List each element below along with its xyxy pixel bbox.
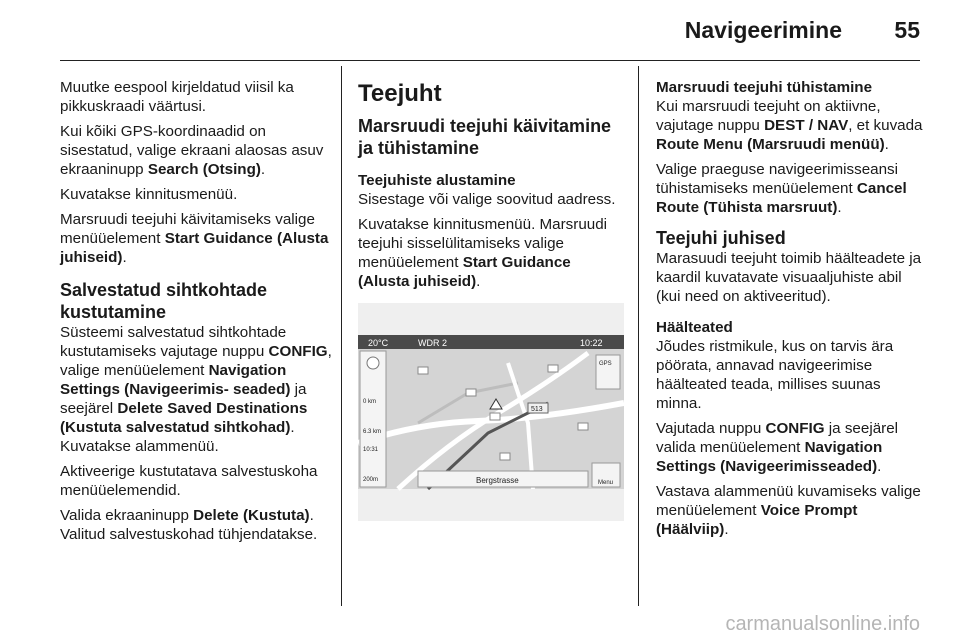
screen-distance-1: 0 km [363,399,377,405]
heading-start-guidance: Teejuhiste alustamine [358,172,516,189]
heading-voice-prompts: Häälteated [656,319,733,336]
screen-gps: GPS [599,361,612,367]
screen-distance-2: 6.3 km [363,429,382,435]
screen-temperature: 20°C [368,338,389,348]
paragraph: Muutke eespool kirjeldatud viisil ka pikkuskraadi väärtusi. [60,79,294,115]
screen-menu: Menu [598,480,614,486]
column-divider-1 [341,66,342,606]
heading-guidance: Teejuht [358,80,442,107]
heading-guidance-instructions: Teejuhi juhised [656,228,786,248]
screen-time: 10:22 [580,338,603,348]
navigation-map-illustration [358,303,624,521]
heading-cancel-guidance: Marsruudi teejuhi tühistamine [656,79,873,96]
section-title: Navigeerimine [684,17,842,43]
paragraph: Süsteemi salvestatud sihtkohtade kustutamiseks vajutage nuppu CONFIG, valige menüüelement Navigation Settings (Navigeerimis- seaded) ja seejärel Delete Saved Destinations (Kustuta salvestatud sihtkohad). Kuvatakse alammenüü. [60,324,332,455]
paragraph: Kuvatakse kinnitusmenüü. Marsruudi teejuhi sisselülitamiseks valige menüüelement Start Guidance (Alusta juhiseid). [358,216,608,290]
screen-station: WDR 2 [418,338,447,348]
page-header [0,0,960,62]
column-1 [60,78,332,550]
heading-start-cancel: Marsruudi teejuhi käivitamine ja tühistamine [358,116,612,158]
paragraph: Vastava alammenüü kuvamiseks valige menüüelement Voice Prompt (Häälviip). [656,483,921,538]
watermark: carmanualsonline.info [725,613,920,635]
screen-street: Bergstrasse [476,476,519,485]
paragraph: Kui marsruudi teejuht on aktiivne, vajutage nuppu DEST / NAV, et kuvada Route Menu (Marsruudi menüü). [656,98,923,153]
navigation-screen-image [358,303,624,521]
paragraph: Sisestage või valige soovitud aadress. [358,191,616,208]
paragraph: Vajutada nuppu CONFIG ja seejärel valida menüüelement Navigation Settings (Navigeerimisseaded). [656,420,899,475]
paragraph: Aktiveerige kustutatava salvestuskoha menüüelemendid. [60,463,318,499]
screen-eta: 10:31 [363,447,379,453]
column-3 [656,78,926,545]
paragraph: Marasuudi teejuht toimib häälteadete ja kaardil kuvatavate visuaaljuhiste abil (kui need on aktiveeritud). [656,250,922,305]
page-number: 55 [894,17,920,43]
paragraph: Marsruudi teejuhi käivitamiseks valige menüüelement Start Guidance (Alusta juhiseid). [60,211,329,266]
paragraph: Kuvatakse kinnitusmenüü. [60,186,238,203]
heading-saved-destinations: Salvestatud sihtkohtade kustutamine [60,280,268,322]
paragraph: Valida ekraaninupp Delete (Kustuta). Valitud salvestuskohad tühjendatakse. [60,507,318,543]
screen-distance-3: 200m [363,477,379,483]
column-2 [358,78,624,521]
paragraph: Jõudes ristmikule, kus on tarvis ära pöörata, annavad navigeerimise häälteated teada, millises suunas minna. [656,338,894,412]
header-divider [60,60,920,61]
screen-road-number: 513 [531,406,543,413]
paragraph: Kui kõiki GPS-koordinaadid on sisestatud, valige ekraani alaosas asuv ekraaninupp Search (Otsing). [60,123,324,178]
paragraph: Valige praeguse navigeerimisseansi tühistamiseks menüüelement Cancel Route (Tühista marsruut). [656,161,907,216]
column-divider-2 [638,66,639,606]
